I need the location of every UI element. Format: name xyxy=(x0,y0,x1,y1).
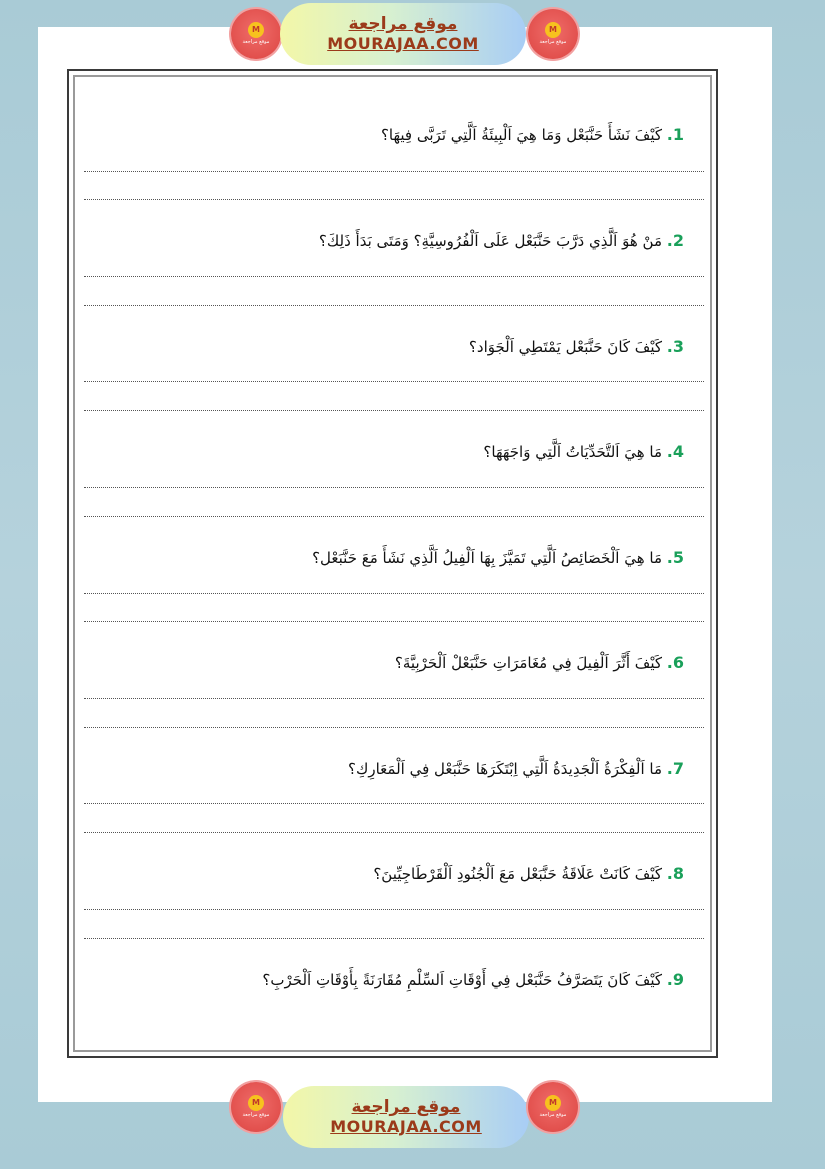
site-name-ar: موقع مراجعة xyxy=(351,1097,461,1117)
question-number: 1. xyxy=(666,125,684,144)
answer-line[interactable] xyxy=(84,832,704,833)
logo-left-top xyxy=(231,9,281,59)
question-6 xyxy=(84,650,684,676)
question-number: 3. xyxy=(666,337,684,356)
logo-caption: موقع مراجعة xyxy=(539,1112,567,1118)
logo-caption: موقع مراجعة xyxy=(539,39,567,45)
footer-banner[interactable] xyxy=(283,1086,529,1148)
question-number: 6. xyxy=(666,653,684,672)
answer-line[interactable] xyxy=(84,938,704,939)
question-text: مَا هِيَ اَلْخَصَائِصُ اَلَّتِي تَمَيَّزَ بِهَا اَلْفِيلُ اَلَّذِي نَشَأَ مَعَ حَنَّبَعْل؟ xyxy=(312,549,662,567)
question-text: مَا هِيَ اَلتَّحَدِّيَاتُ اَلَّتِي وَاجَهَهَا؟ xyxy=(483,443,662,461)
answer-line[interactable] xyxy=(84,487,704,488)
answer-line[interactable] xyxy=(84,305,704,306)
question-text: كَيْفَ أَثَّرَ اَلْفِيلَ فِي مُغَامَرَاتِ حَنَّبَعْلْ اَلْحَرْبِيَّةَ؟ xyxy=(394,654,662,672)
question-text: كَيْفَ كَانَ حَنَّبَعْل يَمْتَطِي اَلْجَوَاد؟ xyxy=(468,338,662,356)
question-4 xyxy=(84,439,684,465)
question-5 xyxy=(84,545,684,571)
logo-caption: موقع مراجعة xyxy=(242,1112,270,1118)
answer-line[interactable] xyxy=(84,621,704,622)
logo-left-bottom xyxy=(231,1082,281,1132)
logo-mark-icon: M xyxy=(248,22,264,38)
answer-line[interactable] xyxy=(84,276,704,277)
question-text: مَا اَلْفِكْرَةُ اَلْجَدِيدَةُ اَلَّتِي اِبْتَكَرَهَا حَنَّبَعْل فِي اَلْمَعَارِكِ؟ xyxy=(348,760,662,778)
answer-line[interactable] xyxy=(84,698,704,699)
question-text: كَيْفَ كَانَتْ عَلَاقَةُ حَنَّبَعْل مَعَ اَلْجُنُودِ اَلْقَرْطَاجِيِّينَ؟ xyxy=(373,865,662,883)
question-9 xyxy=(84,967,684,993)
logo-right-bottom xyxy=(528,1082,578,1132)
answer-line[interactable] xyxy=(84,381,704,382)
logo-right-top xyxy=(528,9,578,59)
question-text: كَيْفَ كَانَ يَتَصَرَّفُ حَنَّبَعْل فِي أَوْقَاتِ اَلسِّلْمِ مُقَارَنَةً بِأَوْقَاتِ اَلْحَرْبِ؟ xyxy=(262,971,662,989)
header-banner[interactable] xyxy=(280,3,526,65)
question-1 xyxy=(84,122,684,148)
question-8 xyxy=(84,861,684,887)
question-number: 4. xyxy=(666,442,684,461)
answer-line[interactable] xyxy=(84,171,704,172)
answer-line[interactable] xyxy=(84,909,704,910)
question-7 xyxy=(84,756,684,782)
question-number: 5. xyxy=(666,548,684,567)
answer-line[interactable] xyxy=(84,199,704,200)
question-3 xyxy=(84,334,684,360)
answer-line[interactable] xyxy=(84,410,704,411)
question-number: 8. xyxy=(666,864,684,883)
logo-mark-icon: M xyxy=(248,1095,264,1111)
question-number: 2. xyxy=(666,231,684,250)
answer-line[interactable] xyxy=(84,803,704,804)
question-text: مَنْ هُوَ اَلَّذِي دَرَّبَ حَنَّبَعْل عَلَى اَلْفُرُوسِيَّةِ؟ وَمَتَى بَدَأَ ذَلِكَ؟ xyxy=(318,232,662,250)
answer-line[interactable] xyxy=(84,593,704,594)
site-name-en: MOURAJAA.COM xyxy=(330,1117,482,1136)
answer-line[interactable] xyxy=(84,516,704,517)
question-number: 9. xyxy=(666,970,684,989)
logo-caption: موقع مراجعة xyxy=(242,39,270,45)
answer-line[interactable] xyxy=(84,727,704,728)
logo-mark-icon: M xyxy=(545,1095,561,1111)
site-name-en: MOURAJAA.COM xyxy=(327,34,479,53)
logo-mark-icon: M xyxy=(545,22,561,38)
question-number: 7. xyxy=(666,759,684,778)
site-name-ar: موقع مراجعة xyxy=(348,14,458,34)
question-text: كَيْفَ نَشَأَ حَنَّبَعْل وَمَا هِيَ اَلْبِيئَةُ اَلَّتِي تَرَبَّى فِيهَا؟ xyxy=(380,126,662,144)
question-2 xyxy=(84,228,684,254)
